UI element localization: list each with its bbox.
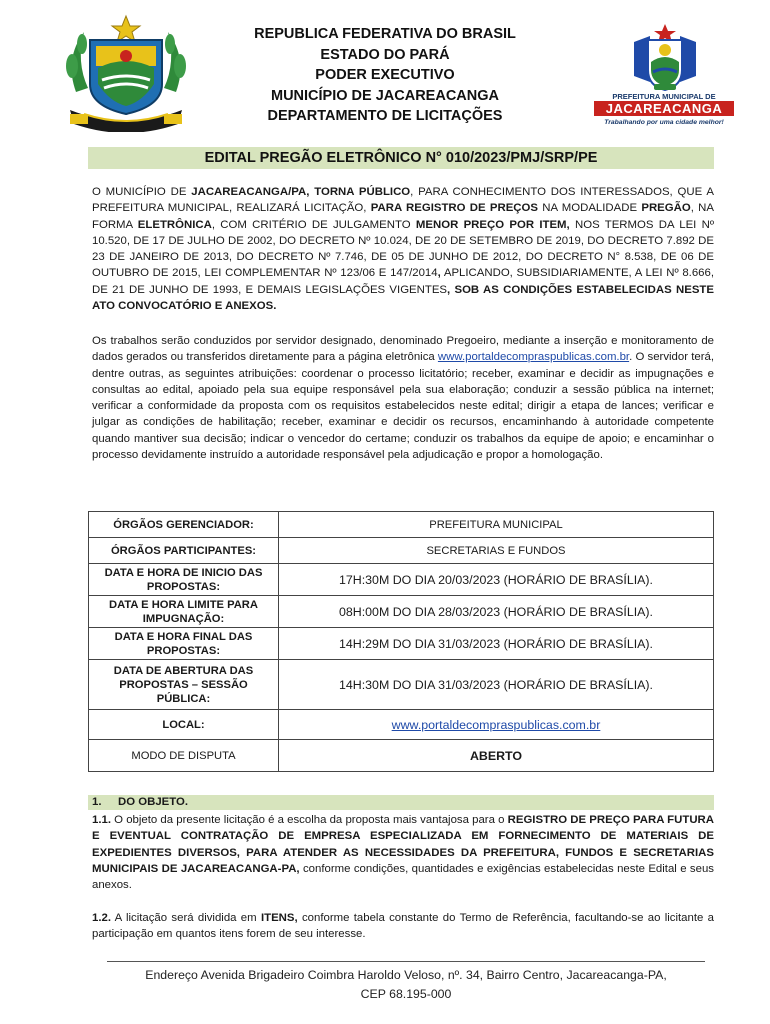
footer-address <box>100 966 712 1004</box>
footer-address-line: Endereço Avenida Brigadeiro Coimbra Haroldo Veloso, nº. 34, Bairro Centro, Jacareacanga-PA, <box>145 968 667 982</box>
municipal-coat-of-arms-logo <box>62 14 190 132</box>
prefeitura-crest-icon <box>620 22 710 94</box>
edital-info-table <box>88 511 714 772</box>
table-row <box>89 628 714 660</box>
intro-bold: PREGÃO <box>641 202 691 215</box>
table-value: PREFEITURA MUNICIPAL <box>279 512 714 538</box>
logo-name: JACAREACANGA <box>594 101 734 116</box>
header-department: DEPARTAMENTO DE LICITAÇÕES <box>267 108 503 124</box>
table-value: 17H:30M DO DIA 20/03/2023 (HORÁRIO DE BRASÍLIA). <box>279 564 714 596</box>
works-text: . O servidor terá, dentre outras, as seguintes atribuições: coordenar o processo licitatório; receber, examinar e decidir as impugnações e consultas ao edital, apoiado pela sua equipe responsável pela sua elaboração; conduzir a sessão pública na internet; verificar a conformidade da proposta com os requisitos estabelecidos neste edital; dirigir a etapa de lances; verificar e julgar as condições de habilitação; receber, examinar e decidir os recursos, encaminhando à autoridade competente quando mantiver sua decisão; indicar o vencedor do certame; conduzir os trabalhos da equipe de apoio; e encaminhar o processo devidamente instruído a autoridade responsável pela adjudicação e propor a homologação. <box>92 351 714 462</box>
table-row <box>89 564 714 596</box>
table-row <box>89 660 714 710</box>
logo-top-text: PREFEITURA MUNICIPAL DE <box>612 92 716 101</box>
intro-bold: JACAREACANGA/PA, TORNA PÚBLICO <box>191 186 411 198</box>
table-value: 14H:30M DO DIA 31/03/2023 (HORÁRIO DE BRASÍLIA). <box>279 660 714 710</box>
logo-slogan: Trabalhando por uma cidade melhor! <box>604 119 724 126</box>
intro-text: NOS TERMOS DA LEI Nº 10.520, DE 17 DE JULHO DE 2002, DO DECRETO Nº 10.024, DE 20 DE SETEMBRO DE 2019, DO DECRETO 7.892 DE 23 DE JANEIRO DE 2013, DO DECRETO Nº 7.746, DE 05 DE JUNHO DE 2012, DO DECRETO N° 8.538, DE 06 DE OUTUBRO DE 2015, LEI COMPLEMENTAR Nº 123/06 E 147/2014 <box>92 218 714 280</box>
intro-bold: ELETRÔNICA <box>137 218 212 231</box>
intro-text: NA MODALIDADE <box>538 202 642 215</box>
prefeitura-logo <box>594 22 734 134</box>
table-row <box>89 596 714 628</box>
clause-number: 1.2. <box>92 912 111 924</box>
intro-text: , NA FORMA <box>92 202 715 231</box>
table-label: DATA E HORA FINAL DAS PROPOSTAS: <box>89 628 279 660</box>
table-label: DATA DE ABERTURA DAS PROPOSTAS – SESSÃO PÚBLICA: <box>89 660 279 710</box>
table-value: SECRETARIAS E FUNDOS <box>279 538 714 564</box>
clause-bold: ITENS, <box>260 912 298 924</box>
intro-text: APLICANDO, SUBSIDIARIAMENTE, A LEI Nº 8.666, DE 21 DE JUNHO DE 1993, E DEMAIS LEGISLAÇÕES VIGENTES <box>92 267 714 296</box>
header-text-block <box>200 24 570 127</box>
table-value: 08H:00M DO DIA 28/03/2023 (HORÁRIO DE BRASÍLIA). <box>279 596 714 628</box>
clause-text: O objeto da presente licitação é a escolha da proposta mais vantajosa para o <box>111 814 508 826</box>
intro-bold: , <box>437 267 441 280</box>
section-title: DO OBJETO. <box>118 796 189 808</box>
header-country: REPUBLICA FEDERATIVA DO BRASIL <box>254 26 516 42</box>
intro-paragraph <box>92 184 714 314</box>
table-label: ÓRGÃOS PARTICIPANTES: <box>89 538 279 564</box>
table-row <box>89 740 714 772</box>
header-municipality: MUNICÍPIO DE JACAREACANGA <box>271 87 499 104</box>
intro-text: , COM CRITÉRIO DE JULGAMENTO <box>211 218 416 231</box>
intro-bold: PARA REGISTRO DE PREÇOS <box>370 202 538 215</box>
table-row <box>89 710 714 740</box>
clause-1-1 <box>92 812 714 893</box>
table-row <box>89 538 714 564</box>
section-number: 1. <box>92 796 102 808</box>
header-power: PODER EXECUTIVO <box>315 67 455 83</box>
table-label: MODO DE DISPUTA <box>89 740 279 772</box>
header <box>0 0 770 140</box>
table-value <box>279 710 714 740</box>
intro-bold: MENOR PREÇO POR ITEM, <box>415 218 570 231</box>
clause-number: 1.1. <box>92 814 111 826</box>
table-label: DATA E HORA LIMITE PARA IMPUGNAÇÃO: <box>89 596 279 628</box>
table-label: ÓRGÃOS GERENCIADOR: <box>89 512 279 538</box>
header-state: ESTADO DO PARÁ <box>320 46 450 63</box>
clause-1-2 <box>92 910 714 943</box>
local-link[interactable]: www.portaldecompraspublicas.com.br <box>391 717 601 732</box>
intro-bold: , SOB AS CONDIÇÕES ESTABELECIDAS NESTE ATO CONVOCATÓRIO E ANEXOS. <box>92 283 714 313</box>
works-text: Os trabalhos serão conduzidos por servidor designado, denominado Pregoeiro, mediante a inserção e monitoramento de dados gerados ou transferidos diretamente para a página eletrônica <box>92 335 714 364</box>
footer-divider <box>107 961 705 962</box>
table-value: 14H:29M DO DIA 31/03/2023 (HORÁRIO DE BRASÍLIA). <box>279 628 714 660</box>
works-paragraph <box>92 333 714 463</box>
footer-cep-line: CEP 68.195-000 <box>360 987 452 1001</box>
portal-link[interactable]: www.portaldecompraspublicas.com.br <box>437 351 630 364</box>
clause-text: conforme condições, quantidades e exigências estabelecidas neste Edital e seus anexos. <box>92 862 714 892</box>
clause-text: A licitação será dividida em <box>111 912 261 924</box>
edital-title: EDITAL PREGÃO ELETRÔNICO N° 010/2023/PMJ/SRP/PE <box>88 147 714 169</box>
table-label: LOCAL: <box>89 710 279 740</box>
table-label: DATA E HORA DE INICIO DAS PROPOSTAS: <box>89 564 279 596</box>
table-value: ABERTO <box>279 740 714 772</box>
intro-text: O MUNICÍPIO DE <box>92 186 192 198</box>
intro-text: , PARA CONHECIMENTO DOS INTERESSADOS, QUE A PREFEITURA MUNICIPAL, REALIZARÁ LICITAÇÃO, <box>92 186 714 215</box>
clause-text: conforme tabela constante do Termo de Referência, facultando-se ao licitante a participação em quantos itens forem de seu interesse. <box>92 912 714 941</box>
table-row <box>89 512 714 538</box>
clause-bold: REGISTRO DE PREÇO PARA FUTURA E EVENTUAL CONTRATAÇÃO DE EMPRESA ESPECIALIZADA EM FORNECIMENTO DE MATERIAIS DE EXPEDIENTES DIVERSOS, PARA ATENDER AS NECESSIDADES DA PREFEITURA, FUNDOS E SECRETARIAS MUNICIPAIS DE JACAREACANGA-PA, <box>92 814 714 875</box>
